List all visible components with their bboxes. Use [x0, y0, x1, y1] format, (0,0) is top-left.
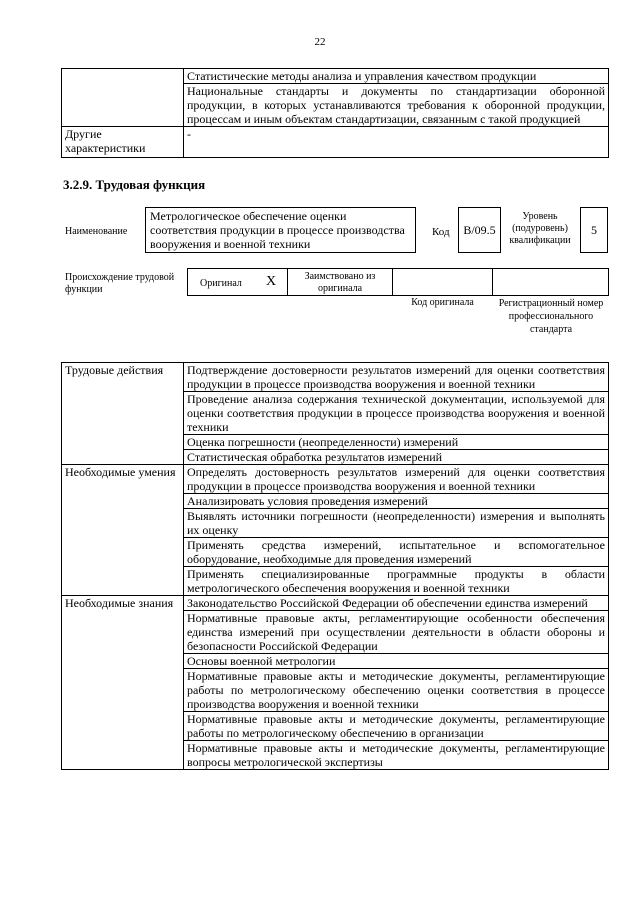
table-cell: Нормативные правовые акты и методические документы, регламентирующие работы по метрологическому обеспечению оценки соответствия в процессе производства вооружения и военной техники	[184, 669, 609, 712]
original-cell	[187, 268, 288, 296]
original-label: Оригинал	[200, 278, 242, 289]
table-cell: Выявлять источники погрешности (неопределенности) измерения и выполнять их оценку	[184, 509, 609, 538]
borrowed-label: Заимствовано из оригинала	[287, 268, 393, 296]
name-label: Наименование	[65, 226, 128, 237]
table-cell: Определять достоверность результатов измерений для оценки соответствия продукции в процессе производства вооружения и военной техники	[184, 465, 609, 494]
code-value: B/09.5	[458, 207, 501, 253]
other-characteristics-label: Другие характеристики	[62, 127, 184, 158]
other-characteristics-value: -	[184, 127, 609, 158]
table-cell: Применять средства измерений, испытательное и вспомогательное оборудование, необходимые для проведения измерений	[184, 538, 609, 567]
code-original-label: Код оригинала	[411, 297, 474, 308]
table-cell: Нормативные правовые акты и методические документы, регламентирующие работы по метрологическому обеспечению в организации	[184, 712, 609, 741]
table-cell: Нормативные правовые акты, регламентирующие особенности обеспечения единства измерений при осуществлении деятельности в области обороны и безопасности Российской Федерации	[184, 611, 609, 654]
top-row-label	[62, 69, 184, 127]
knowledge-label: Необходимые знания	[62, 596, 184, 770]
table-cell: Законодательство Российской Федерации об обеспечении единства измерений	[184, 596, 609, 611]
section-title: 3.2.9. Трудовая функция	[63, 177, 206, 192]
reg-number-cell	[492, 268, 609, 296]
code-original-cell	[392, 268, 493, 296]
name-value: Метрологическое обеспечение оценки соответствия продукции в процессе производства вооружения и военной техники	[145, 207, 416, 253]
original-mark: X	[266, 274, 277, 289]
origin-label: Происхождение трудовой функции	[65, 272, 175, 295]
table-cell: Подтверждение достоверности результатов измерений для оценки соответствия продукции в процессе производства вооружения и военной техники	[184, 363, 609, 392]
reg-number-label: Регистрационный номер профессионального стандарта	[498, 298, 604, 335]
top-continuation-table	[61, 68, 609, 158]
table-cell: Проведение анализа содержания технической документации, используемой для оценки соответствия продукции в процессе производства вооружения и военной техники	[184, 392, 609, 435]
top-row-item: Национальные стандарты и документы по стандартизации оборонной продукции, в которых устанавливаются требования к оборонной продукции, процессам и иным объектам стандартизации, связанным с такой продукцией	[184, 84, 609, 127]
labor-actions-label: Трудовые действия	[62, 363, 184, 465]
labor-function-table	[61, 362, 609, 770]
table-cell: Применять специализированные программные продукты в области метрологического обеспечения вооружения и военной техники	[184, 567, 609, 596]
page-number: 22	[314, 36, 326, 48]
skills-label: Необходимые умения	[62, 465, 184, 596]
top-row-item: Статистические методы анализа и управления качеством продукции	[184, 69, 609, 84]
table-cell: Анализировать условия проведения измерений	[184, 494, 609, 509]
table-cell: Основы военной метрологии	[184, 654, 609, 669]
code-label: Код	[432, 226, 450, 238]
table-cell: Нормативные правовые акты и методические документы, регламентирующие вопросы метрологической экспертизы	[184, 741, 609, 770]
table-cell: Оценка погрешности (неопределенности) измерений	[184, 435, 609, 450]
level-value: 5	[580, 207, 608, 253]
table-cell: Статистическая обработка результатов измерений	[184, 450, 609, 465]
level-label: Уровень (подуровень) квалификации	[509, 211, 571, 246]
